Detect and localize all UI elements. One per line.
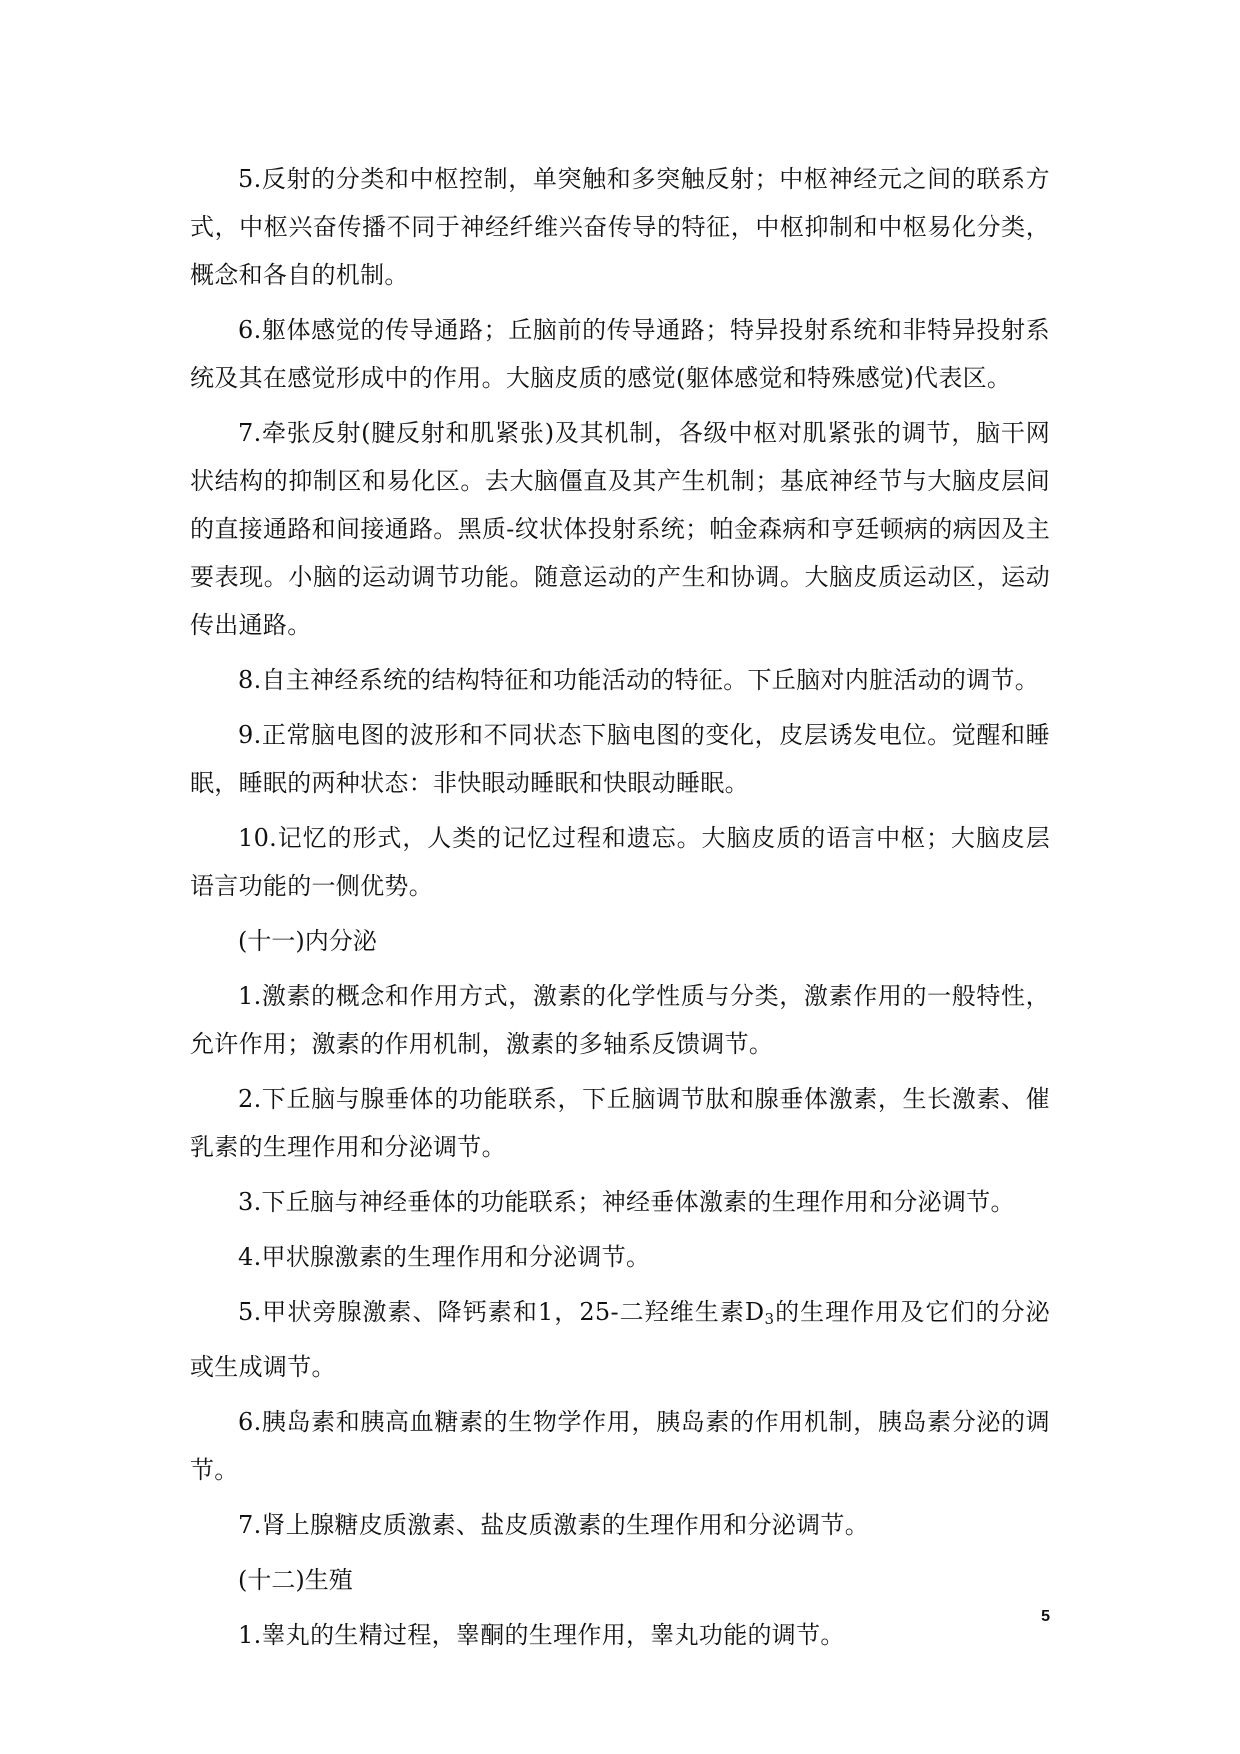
subscript: 3 — [764, 1310, 775, 1328]
document-body — [190, 155, 1050, 1666]
list-item: 4.甲状腺激素的生理作用和分泌调节。 — [238, 1243, 651, 1271]
page-number: 5 — [1041, 1608, 1050, 1625]
list-item: 9.正常脑电图的波形和不同状态下脑电图的变化，皮层诱发电位。觉醒和睡眠，睡眠的两种状态：非快眼动睡眠和快眼动睡眠。 — [190, 721, 1050, 797]
list-item: 3.下丘脑与神经垂体的功能联系；神经垂体激素的生理作用和分泌调节。 — [238, 1188, 1015, 1216]
section-heading-endocrine: (十一)内分泌 — [238, 927, 377, 955]
list-item: 10.记忆的形式，人类的记忆过程和遗忘。大脑皮质的语言中枢；大脑皮层语言功能的一侧优势。 — [190, 824, 1050, 900]
list-item: 2.下丘脑与腺垂体的功能联系，下丘脑调节肽和腺垂体激素，生长激素、催乳素的生理作用和分泌调节。 — [190, 1085, 1050, 1161]
list-item-text: 5.甲状旁腺激素、降钙素和1，25-二羟维生素D — [238, 1298, 765, 1326]
list-item: 8.自主神经系统的结构特征和功能活动的特征。下丘脑对内脏活动的调节。 — [238, 666, 1040, 694]
section-heading-reproduction: (十二)生殖 — [238, 1566, 353, 1594]
list-item: 1.睾丸的生精过程，睾酮的生理作用，睾丸功能的调节。 — [238, 1621, 845, 1649]
list-item: 7.肾上腺糖皮质激素、盐皮质激素的生理作用和分泌调节。 — [238, 1511, 869, 1539]
list-item — [190, 1288, 1050, 1391]
list-item: 6.躯体感觉的传导通路；丘脑前的传导通路；特异投射系统和非特异投射系统及其在感觉形成中的作用。大脑皮质的感觉(躯体感觉和特殊感觉)代表区。 — [190, 316, 1050, 392]
list-item: 5.反射的分类和中枢控制，单突触和多突触反射；中枢神经元之间的联系方式，中枢兴奋传播不同于神经纤维兴奋传导的特征，中枢抑制和中枢易化分类，概念和各自的机制。 — [190, 165, 1050, 289]
list-item: 7.牵张反射(腱反射和肌紧张)及其机制，各级中枢对肌紧张的调节，脑干网状结构的抑制区和易化区。去大脑僵直及其产生机制；基底神经节与大脑皮层间的直接通路和间接通路。黑质-纹状体投射系统；帕金森病和亨廷顿病的病因及主要表现。小脑的运动调节功能。随意运动的产生和协调。大脑皮质运动区，运动传出通路。 — [190, 419, 1050, 639]
list-item: 6.胰岛素和胰高血糖素的生物学作用，胰岛素的作用机制，胰岛素分泌的调节。 — [190, 1408, 1050, 1484]
list-item-text: 的生理作用及它们的分泌或生成调节。 — [190, 1298, 1050, 1381]
list-item: 1.激素的概念和作用方式，激素的化学性质与分类，激素作用的一般特性，允许作用；激素的作用机制，激素的多轴系反馈调节。 — [190, 982, 1050, 1058]
